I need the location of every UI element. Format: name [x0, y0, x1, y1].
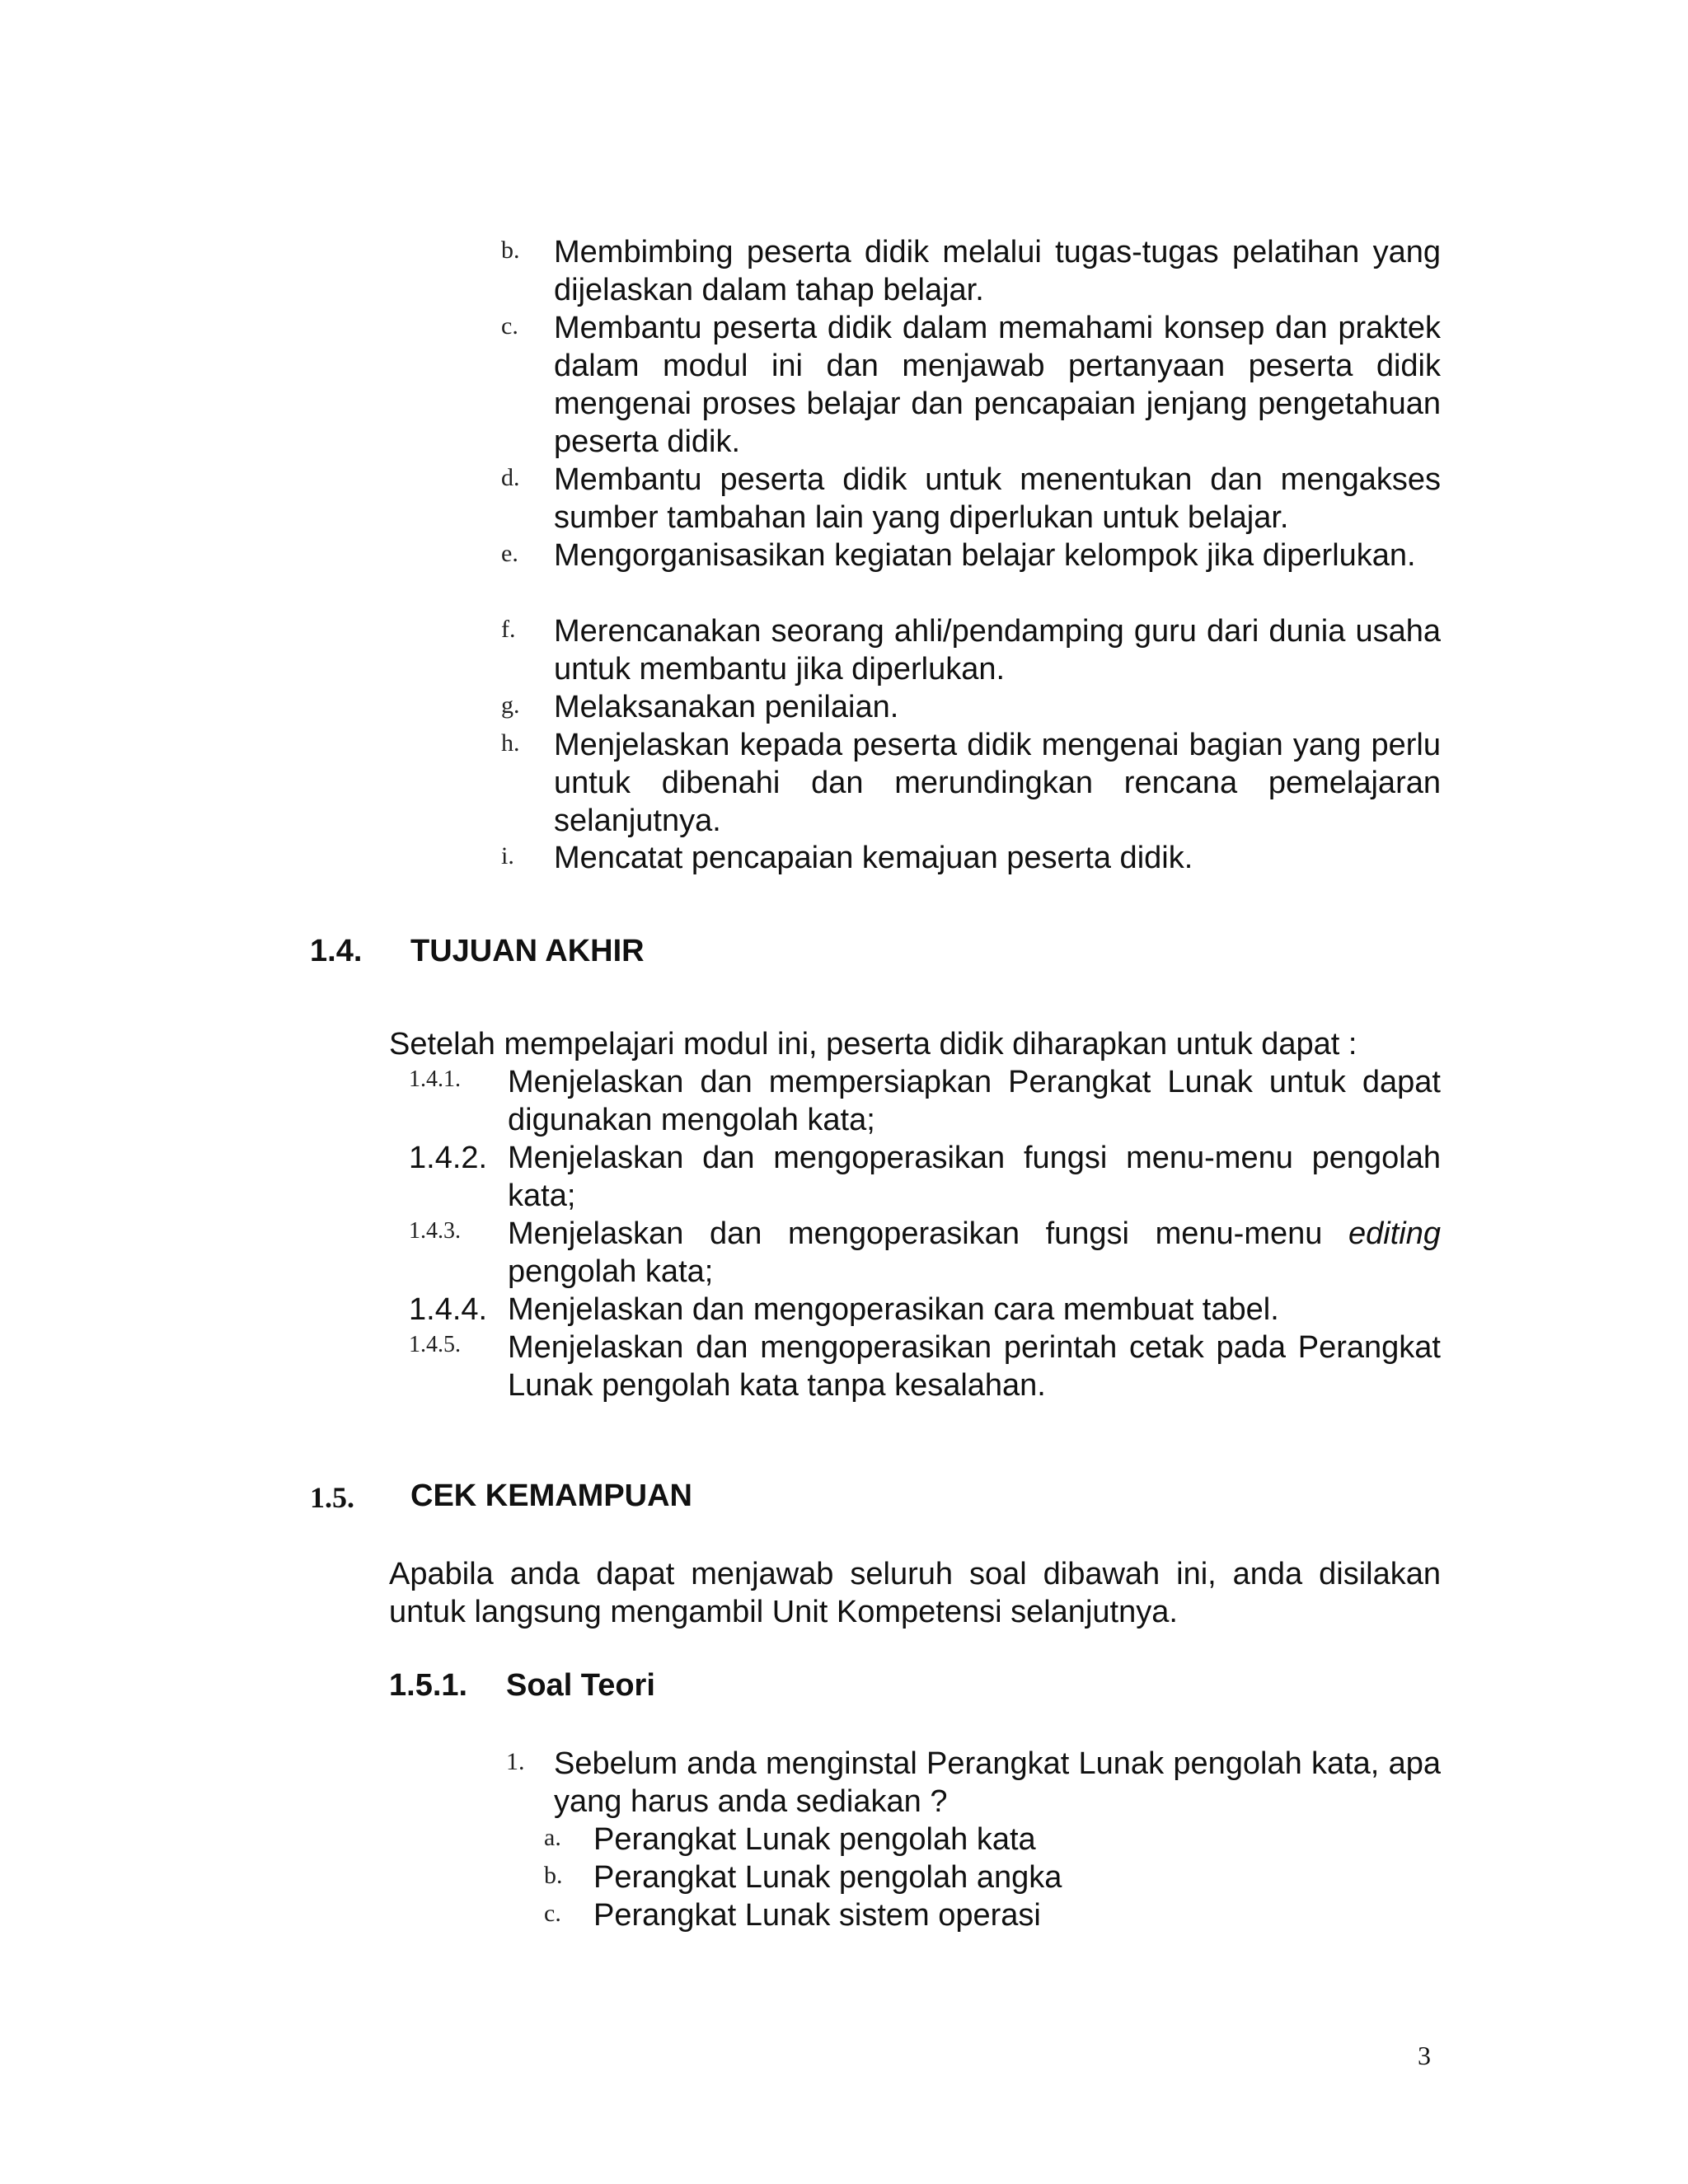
- list-text: Membimbing peserta didik melalui tugas-tugas pelatihan yang dijelaskan dalam tahap belajar.: [554, 235, 1441, 307]
- section-intro: Apabila anda dapat menjawab seluruh soal dibawah ini, anda disilakan untuk langsung mengambil Unit Kompetensi selanjutnya.: [389, 1557, 1441, 1629]
- list-marker: c.: [501, 312, 518, 340]
- list-marker: d.: [501, 464, 520, 491]
- objective-text: Menjelaskan dan mengoperasikan cara membuat tabel.: [508, 1292, 1279, 1327]
- section-title: CEK KEMAMPUAN: [410, 1479, 692, 1513]
- objective-number: 1.4.5.: [409, 1332, 461, 1357]
- list-marker: i.: [501, 842, 514, 869]
- list-marker: e.: [501, 540, 518, 567]
- question-text: Sebelum anda menginstal Perangkat Lunak pengolah kata, apa yang harus anda sediakan ?: [554, 1746, 1441, 1819]
- page-number: 3: [1418, 2041, 1431, 2070]
- list-text: Membantu peserta didik untuk menentukan dan mengakses sumber tambahan lain yang diperlukan untuk belajar.: [554, 462, 1441, 535]
- list-text: Membantu peserta didik dalam memahami konsep dan praktek dalam modul ini dan menjawab pertanyaan peserta didik mengenai proses belajar dan pencapaian jenjang pengetahuan peserta didik.: [554, 311, 1441, 459]
- list-marker: g.: [501, 691, 520, 719]
- objective-text: [508, 1215, 1441, 1291]
- option-marker: c.: [544, 1900, 561, 1927]
- option-text: Perangkat Lunak pengolah kata: [593, 1822, 1036, 1857]
- objective-number: 1.4.4.: [409, 1292, 488, 1327]
- list-text: Melaksanakan penilaian.: [554, 690, 899, 724]
- objective-text-part: Menjelaskan dan mengoperasikan fungsi menu-menu: [508, 1216, 1323, 1251]
- subsection-title: Soal Teori: [506, 1668, 655, 1703]
- option-marker: b.: [544, 1862, 563, 1889]
- list-marker: f.: [501, 616, 516, 643]
- objective-number: 1.4.2.: [409, 1141, 488, 1175]
- section-intro: Setelah mempelajari modul ini, peserta didik diharapkan untuk dapat :: [389, 1027, 1357, 1062]
- option-text: Perangkat Lunak sistem operasi: [593, 1898, 1041, 1933]
- question-number: 1.: [506, 1748, 525, 1775]
- section-number: 1.4.: [310, 934, 363, 968]
- list-marker: b.: [501, 237, 520, 264]
- list-text: Mengorganisasikan kegiatan belajar kelompok jika diperlukan.: [554, 538, 1416, 573]
- objective-text: Menjelaskan dan mengoperasikan fungsi menu-menu pengolah kata;: [508, 1141, 1441, 1213]
- objective-text: Menjelaskan dan mengoperasikan perintah cetak pada Perangkat Lunak pengolah kata tanpa kesalahan.: [508, 1330, 1441, 1403]
- objective-text: Menjelaskan dan mempersiapkan Perangkat Lunak untuk dapat digunakan mengolah kata;: [508, 1065, 1441, 1137]
- list-text: Merencanakan seorang ahli/pendamping guru dari dunia usaha untuk membantu jika diperlukan.: [554, 614, 1441, 687]
- objective-text-italic: editing: [1348, 1216, 1441, 1251]
- objective-number: 1.4.1.: [409, 1066, 461, 1092]
- section-number: 1.5.: [310, 1481, 354, 1514]
- section-title: TUJUAN AKHIR: [410, 934, 645, 968]
- objective-number: 1.4.3.: [409, 1218, 461, 1244]
- objective-text-part: pengolah kata;: [508, 1254, 714, 1289]
- list-text: Menjelaskan kepada peserta didik mengenai bagian yang perlu untuk dibenahi dan merundingkan rencana pemelajaran selanjutnya.: [554, 728, 1441, 838]
- list-text: Mencatat pencapaian kemajuan peserta didik.: [554, 841, 1193, 875]
- option-marker: a.: [544, 1824, 561, 1851]
- list-marker: h.: [501, 729, 520, 757]
- subsection-number: 1.5.1.: [389, 1668, 468, 1703]
- option-text: Perangkat Lunak pengolah angka: [593, 1860, 1062, 1895]
